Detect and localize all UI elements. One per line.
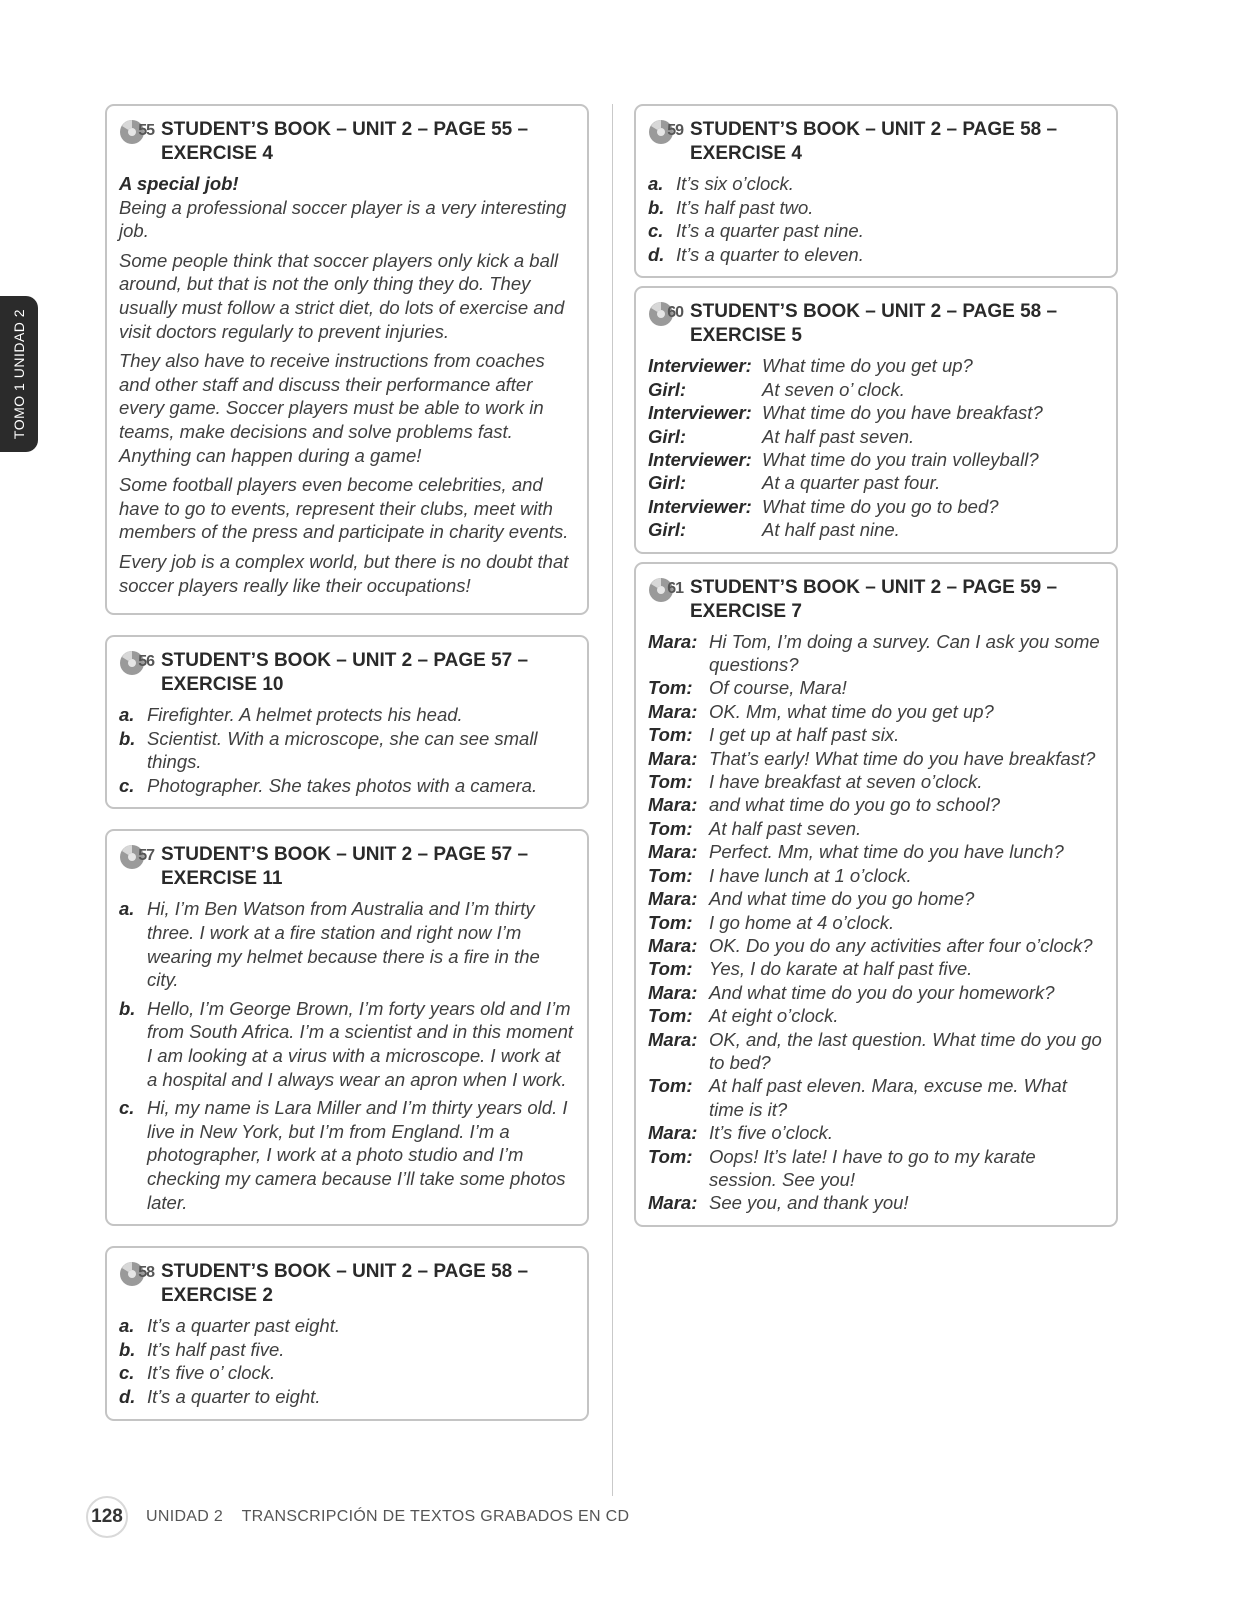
dialog-row	[648, 1004, 1102, 1027]
dialog-line: At a quarter past four.	[762, 472, 941, 494]
list-item	[648, 196, 1102, 220]
item-text: Hi, my name is Lara Miller and I’m thirty years old. I live in New York, but I’m from England. I’m a photographer, I work at a photo studio and I’m checking my camera because I’ll take some photos later.	[147, 1097, 568, 1213]
item-letter: a.	[119, 704, 135, 726]
track-header	[648, 576, 1102, 624]
track-number: 58	[138, 1264, 154, 1282]
cd-icon	[119, 647, 155, 679]
footer-text	[146, 1508, 629, 1526]
speaker-name: Interviewer:	[648, 355, 752, 377]
track-title: STUDENT’S BOOK – UNIT 2 – PAGE 57 – EXERCISE 10	[161, 650, 529, 696]
track-number: 55	[138, 122, 154, 139]
item-letter: a.	[119, 1315, 135, 1337]
paragraph: They also have to receive instructions from coaches and other staff and discuss their performance after every game. Soccer players must be able to work in teams, make decisions and solve problems fast. Anything can happen during a game!	[119, 350, 545, 466]
item-text: It’s a quarter to eight.	[147, 1385, 321, 1407]
speaker-name: Girl:	[648, 425, 687, 447]
list-item	[119, 1314, 573, 1338]
speaker-name: Tom:	[648, 1075, 693, 1097]
page-footer	[86, 1496, 629, 1538]
dialog-row	[648, 887, 1102, 910]
paragraph: Being a professional soccer player is a very interesting job.	[119, 196, 567, 242]
dialog-row	[648, 495, 1102, 518]
dialog-row	[648, 518, 1102, 541]
dialog-row	[648, 630, 1102, 677]
dialog-row	[648, 770, 1102, 793]
speaker-name: Mara:	[648, 747, 698, 769]
dialog-row	[648, 911, 1102, 934]
dialog-line: What time do you train volleyball?	[762, 449, 1039, 470]
dialog-row	[648, 1121, 1102, 1144]
dialog-row	[648, 425, 1102, 448]
dialog-line: I go home at 4 o’clock.	[709, 911, 895, 933]
side-tab	[0, 296, 38, 452]
dialog-row	[648, 840, 1102, 863]
dialog-row	[648, 700, 1102, 723]
speaker-name: Mara:	[648, 1122, 698, 1144]
list-item	[648, 243, 1102, 267]
track-title: STUDENT’S BOOK – UNIT 2 – PAGE 55 – EXERCISE 4	[161, 119, 529, 164]
item-text: Photographer. She takes photos with a camera.	[147, 774, 538, 796]
dialog-row	[648, 676, 1102, 699]
list-item	[119, 897, 573, 991]
speaker-name: Tom:	[648, 1005, 693, 1027]
cd-icon	[648, 116, 684, 148]
dialog-line: I have breakfast at seven o’clock.	[709, 771, 983, 793]
item-text: Firefighter. A helmet protects his head.	[147, 704, 463, 726]
speaker-name: Mara:	[648, 794, 698, 816]
item-text: Hello, I’m George Brown, I’m forty years old and I’m from South Africa. I’m a scientist and in this moment I am looking at a virus with a microscope. I work at a hospital and I always wear an apron when I work.	[147, 997, 574, 1090]
item-letter: b.	[119, 727, 136, 749]
dialog-line: and what time do you go to school?	[709, 794, 1001, 816]
dialog-line: Yes, I do karate at half past five.	[709, 958, 973, 980]
speaker-name: Tom:	[648, 817, 693, 839]
dialog	[648, 354, 1102, 541]
item-letter: a.	[648, 173, 664, 194]
dialog-line: At half past seven.	[709, 817, 862, 839]
item-text: It’s half past two.	[676, 196, 814, 218]
dialog-line: Perfect. Mm, what time do you have lunch?	[709, 841, 1064, 863]
speaker-name: Mara:	[648, 981, 698, 1003]
track-header	[648, 300, 1102, 348]
track-number: 56	[138, 653, 154, 671]
track-header	[648, 118, 1102, 166]
item-letter: d.	[648, 243, 665, 265]
dialog-line: OK, and, the last question. What time do you go to bed?	[709, 1028, 1102, 1073]
dialog-row	[648, 934, 1102, 957]
track-header	[119, 649, 573, 697]
dialog-row	[648, 448, 1102, 471]
speaker-name: Tom:	[648, 724, 693, 746]
footer-section: TRANSCRIPCIÓN DE TEXTOS GRABADOS EN CD	[241, 1508, 630, 1525]
track-title: STUDENT’S BOOK – UNIT 2 – PAGE 57 – EXERCISE 11	[161, 844, 529, 890]
dialog-line: What time do you go to bed?	[762, 495, 999, 517]
track-55-box	[105, 104, 589, 615]
text-subtitle: A special job!	[119, 173, 239, 194]
dialog-row	[648, 793, 1102, 816]
item-letter: b.	[648, 196, 665, 218]
list-item	[119, 1338, 573, 1362]
speaker-name: Mara:	[648, 1028, 698, 1050]
dialog-row	[648, 1145, 1102, 1192]
cd-icon	[648, 298, 684, 330]
speaker-name: Girl:	[648, 378, 687, 400]
item-text: Scientist. With a microscope, she can see small things.	[147, 727, 538, 773]
list-item	[119, 997, 573, 1091]
dialog-line: At seven o’ clock.	[762, 378, 905, 400]
column-divider	[612, 104, 613, 1496]
dialog-line: At half past nine.	[762, 519, 900, 541]
speaker-name: Mara:	[648, 1192, 698, 1214]
item-letter: c.	[119, 1362, 135, 1384]
speaker-name: Tom:	[648, 864, 693, 886]
side-tab-label: TOMO 1 UNIDAD 2	[11, 308, 27, 440]
dialog-line: At half past seven.	[762, 425, 915, 447]
item-text: It’s a quarter past eight.	[147, 1315, 340, 1337]
track-57-box	[105, 829, 589, 1226]
cd-icon	[119, 1258, 155, 1290]
dialog-line: At eight o’clock.	[709, 1005, 839, 1027]
paragraph: Every job is a complex world, but there is no doubt that soccer players really like their occupations!	[119, 550, 569, 596]
dialog-line: And what time do you go home?	[709, 888, 975, 910]
item-letter: c.	[648, 220, 664, 242]
dialog-row	[648, 981, 1102, 1004]
dialog-line: What time do you have breakfast?	[762, 402, 1043, 424]
left-column	[105, 104, 589, 1441]
dialog-row	[648, 354, 1102, 377]
speaker-name: Girl:	[648, 519, 687, 541]
dialog-line: Of course, Mara!	[709, 677, 847, 699]
dialog-row	[648, 378, 1102, 401]
track-number: 60	[667, 304, 683, 322]
dialog-row	[648, 1028, 1102, 1075]
item-letter: d.	[119, 1385, 136, 1407]
dialog-line: Oops! It’s late! I have to go to my karate session. See you!	[709, 1145, 1036, 1190]
speaker-name: Tom:	[648, 958, 693, 980]
track-61-box	[634, 562, 1118, 1227]
speaker-name: Tom:	[648, 1145, 693, 1167]
cd-icon	[648, 574, 684, 606]
dialog-row	[648, 747, 1102, 770]
track-59-box	[634, 104, 1118, 278]
dialog-line: See you, and thank you!	[709, 1192, 909, 1214]
footer-unit: UNIDAD 2	[146, 1508, 224, 1525]
track-number: 57	[138, 847, 154, 865]
paragraph: Some people think that soccer players only kick a ball around, but that is not the only thing they do. They usually must follow a strict diet, do lots of exercise and visit doctors regularly to prevent injuries.	[119, 249, 565, 342]
list-item	[119, 1096, 573, 1214]
page-number: 128	[86, 1496, 128, 1538]
item-letter: c.	[119, 1097, 135, 1119]
list-item	[119, 703, 573, 727]
list-item	[119, 1385, 573, 1409]
item-letter: a.	[119, 898, 135, 920]
item-letter: b.	[119, 997, 136, 1019]
dialog-line: That’s early! What time do you have breakfast?	[709, 747, 1096, 769]
speaker-name: Mara:	[648, 888, 698, 910]
item-text: It’s half past five.	[147, 1338, 285, 1360]
speaker-name: Mara:	[648, 934, 698, 956]
dialog-row	[648, 817, 1102, 840]
dialog-row	[648, 401, 1102, 424]
track-title: STUDENT’S BOOK – UNIT 2 – PAGE 58 – EXERCISE 2	[161, 1261, 529, 1307]
item-letter: c.	[119, 774, 135, 796]
paragraph: Some football players even become celebrities, and have to go to events, represent their clubs, meet with members of the press and participate in charity events.	[119, 474, 569, 543]
item-text: Hi, I’m Ben Watson from Australia and I’m thirty three. I work at a fire station and right now I’m wearing my helmet because there is a fire in the city.	[147, 898, 540, 991]
dialog-line: And what time do you do your homework?	[709, 981, 1055, 1003]
item-text: It’s five o’ clock.	[147, 1362, 276, 1384]
item-text: It’s a quarter to eleven.	[676, 243, 864, 265]
track-number: 59	[667, 122, 683, 139]
speaker-name: Interviewer:	[648, 495, 752, 517]
dialog-line: OK. Mm, what time do you get up?	[709, 700, 994, 722]
dialog-line: What time do you get up?	[762, 355, 973, 377]
track-header	[119, 843, 573, 891]
speaker-name: Tom:	[648, 677, 693, 699]
track-title: STUDENT’S BOOK – UNIT 2 – PAGE 58 – EXERCISE 4	[690, 119, 1058, 164]
right-column	[634, 104, 1118, 1247]
dialog-row	[648, 1191, 1102, 1214]
speaker-name: Girl:	[648, 472, 687, 494]
item-text: It’s a quarter past nine.	[676, 220, 864, 242]
speaker-name: Tom:	[648, 771, 693, 793]
track-60-box	[634, 286, 1118, 553]
track-title: STUDENT’S BOOK – UNIT 2 – PAGE 58 – EXERCISE 5	[690, 301, 1058, 347]
speaker-name: Interviewer:	[648, 449, 752, 470]
track-header	[119, 118, 573, 166]
track-title: STUDENT’S BOOK – UNIT 2 – PAGE 59 – EXERCISE 7	[690, 576, 1058, 622]
speaker-name: Tom:	[648, 911, 693, 933]
speaker-name: Mara:	[648, 841, 698, 863]
dialog-line: At half past eleven. Mara, excuse me. What time is it?	[709, 1075, 1067, 1120]
dialog-row	[648, 864, 1102, 887]
speaker-name: Mara:	[648, 630, 698, 652]
list-item	[119, 727, 573, 774]
dialog-line: OK. Do you do any activities after four o’clock?	[709, 934, 1093, 956]
list-item	[648, 172, 1102, 196]
dialog-line: Hi Tom, I’m doing a survey. Can I ask you some questions?	[709, 630, 1100, 676]
list-item	[119, 774, 573, 798]
track-56-box	[105, 635, 589, 809]
track-number: 61	[667, 579, 683, 597]
dialog-line: It’s five o’clock.	[709, 1122, 834, 1144]
list-item	[119, 1361, 573, 1385]
speaker-name: Mara:	[648, 700, 698, 722]
cd-icon	[119, 841, 155, 873]
item-letter: b.	[119, 1338, 136, 1360]
dialog-row	[648, 471, 1102, 494]
speaker-name: Interviewer:	[648, 402, 752, 424]
dialog-row	[648, 723, 1102, 746]
track-header	[119, 1260, 573, 1308]
item-text: It’s six o’clock.	[676, 173, 794, 194]
dialog-line: I have lunch at 1 o’clock.	[709, 864, 912, 886]
dialog-row	[648, 957, 1102, 980]
dialog	[648, 630, 1102, 1215]
cd-icon	[119, 116, 155, 148]
list-item	[648, 219, 1102, 243]
track-58-box	[105, 1246, 589, 1420]
dialog-line: I get up at half past six.	[709, 724, 900, 746]
dialog-row	[648, 1074, 1102, 1121]
